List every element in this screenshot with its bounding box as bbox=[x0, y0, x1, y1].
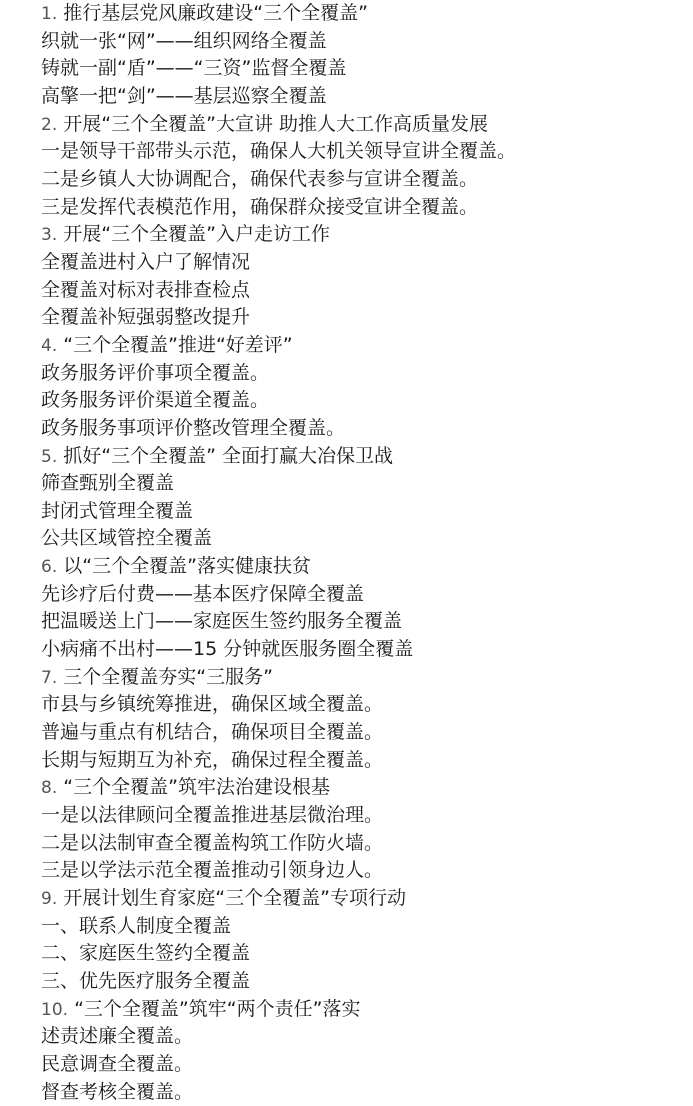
document-body bbox=[41, 0, 681, 1106]
section-title: “三个全覆盖”筑牢法治建设根基 bbox=[63, 776, 330, 799]
section-item: 全覆盖补短强弱整改提升 bbox=[41, 306, 251, 329]
section-heading bbox=[41, 553, 681, 581]
section-title: 开展计划生育家庭“三个全覆盖”专项行动 bbox=[63, 887, 406, 909]
section-title: 开展“三个全覆盖”入户走访工作 bbox=[63, 223, 330, 246]
section-item: 民意调查全覆盖。 bbox=[41, 1052, 194, 1075]
section-title: 三个全覆盖夯实“三服务” bbox=[63, 665, 273, 688]
section-number: 2. bbox=[41, 114, 58, 135]
section-number: 4. bbox=[41, 335, 58, 356]
section-heading bbox=[41, 0, 681, 28]
section-heading bbox=[41, 443, 681, 471]
section-heading bbox=[41, 885, 681, 913]
section-item: 政务服务评价事项全覆盖。 bbox=[41, 361, 270, 384]
section-heading bbox=[41, 221, 681, 249]
section-item: 全覆盖进村入户了解情况 bbox=[41, 250, 251, 273]
section-title: “三个全覆盖”筑牢“两个责任”落实 bbox=[74, 997, 361, 1020]
section-item: 织就一张“网”——组织网络全覆盖 bbox=[41, 29, 327, 52]
section-item: 一是以法律顾问全覆盖推进基层微治理。 bbox=[41, 804, 384, 827]
section-number: 1. bbox=[41, 4, 58, 24]
section-item: 二是以法制审查全覆盖构筑工作防火墙。 bbox=[41, 831, 384, 854]
section-item: 市县与乡镇统筹推进，确保区域全覆盖。 bbox=[41, 693, 384, 716]
section-item: 长期与短期互为补充，确保过程全覆盖。 bbox=[41, 748, 384, 771]
section-item: 把温暖送上门——家庭医生签约服务全覆盖 bbox=[41, 610, 403, 633]
section-item: 一、联系人制度全覆盖 bbox=[41, 914, 232, 937]
section-number: 7. bbox=[41, 667, 58, 688]
section-item: 铸就一副“盾”——“三资”监督全覆盖 bbox=[41, 57, 347, 80]
section-item: 封闭式管理全覆盖 bbox=[41, 499, 194, 522]
section-item: 政务服务事项评价整改管理全覆盖。 bbox=[41, 416, 346, 439]
section-item: 二、家庭医生签约全覆盖 bbox=[41, 942, 251, 965]
section-title: “三个全覆盖”推进“好差评” bbox=[63, 333, 293, 356]
section-item: 述责述廉全覆盖。 bbox=[41, 1025, 194, 1048]
section-heading bbox=[41, 332, 681, 360]
section-item: 公共区域管控全覆盖 bbox=[41, 527, 213, 550]
section-title: 推行基层党风廉政建设“三个全覆盖” bbox=[63, 2, 368, 24]
section-item: 三、优先医疗服务全覆盖 bbox=[41, 969, 251, 992]
section-title: 抓好“三个全覆盖” 全面打赢大冶保卫战 bbox=[63, 444, 394, 467]
section-heading bbox=[41, 111, 681, 139]
section-number: 9. bbox=[41, 889, 58, 909]
section-number: 10. bbox=[41, 999, 69, 1020]
section-item: 一是领导干部带头示范，确保人大机关领导宣讲全覆盖。 bbox=[41, 140, 517, 163]
section-item: 督查考核全覆盖。 bbox=[41, 1080, 194, 1103]
section-item: 三是发挥代表模范作用，确保群众接受宣讲全覆盖。 bbox=[41, 195, 479, 218]
section-number: 3. bbox=[41, 225, 58, 246]
section-item: 二是乡镇人大协调配合，确保代表参与宣讲全覆盖。 bbox=[41, 167, 479, 190]
section-title: 以“三个全覆盖”落实健康扶贫 bbox=[63, 555, 311, 578]
section-number: 8. bbox=[41, 778, 58, 799]
section-heading bbox=[41, 664, 681, 692]
section-item: 政务服务评价渠道全覆盖。 bbox=[41, 389, 270, 412]
section-heading bbox=[41, 996, 681, 1024]
section-item: 三是以学法示范全覆盖推动引领身边人。 bbox=[41, 859, 384, 882]
section-title: 开展“三个全覆盖”大宣讲 助推人大工作高质量发展 bbox=[63, 112, 489, 135]
section-item: 先诊疗后付费——基本医疗保障全覆盖 bbox=[41, 582, 365, 605]
section-item: 高擎一把“剑”——基层巡察全覆盖 bbox=[41, 84, 327, 107]
section-heading bbox=[41, 774, 681, 802]
section-number: 5. bbox=[41, 446, 58, 467]
section-item: 全覆盖对标对表排查检点 bbox=[41, 278, 251, 301]
section-item: 筛查甄别全覆盖 bbox=[41, 472, 175, 495]
section-item: 普遍与重点有机结合，确保项目全覆盖。 bbox=[41, 721, 384, 744]
section-number: 6. bbox=[41, 557, 58, 578]
section-item: 小病痛不出村——15 分钟就医服务圈全覆盖 bbox=[41, 638, 414, 661]
